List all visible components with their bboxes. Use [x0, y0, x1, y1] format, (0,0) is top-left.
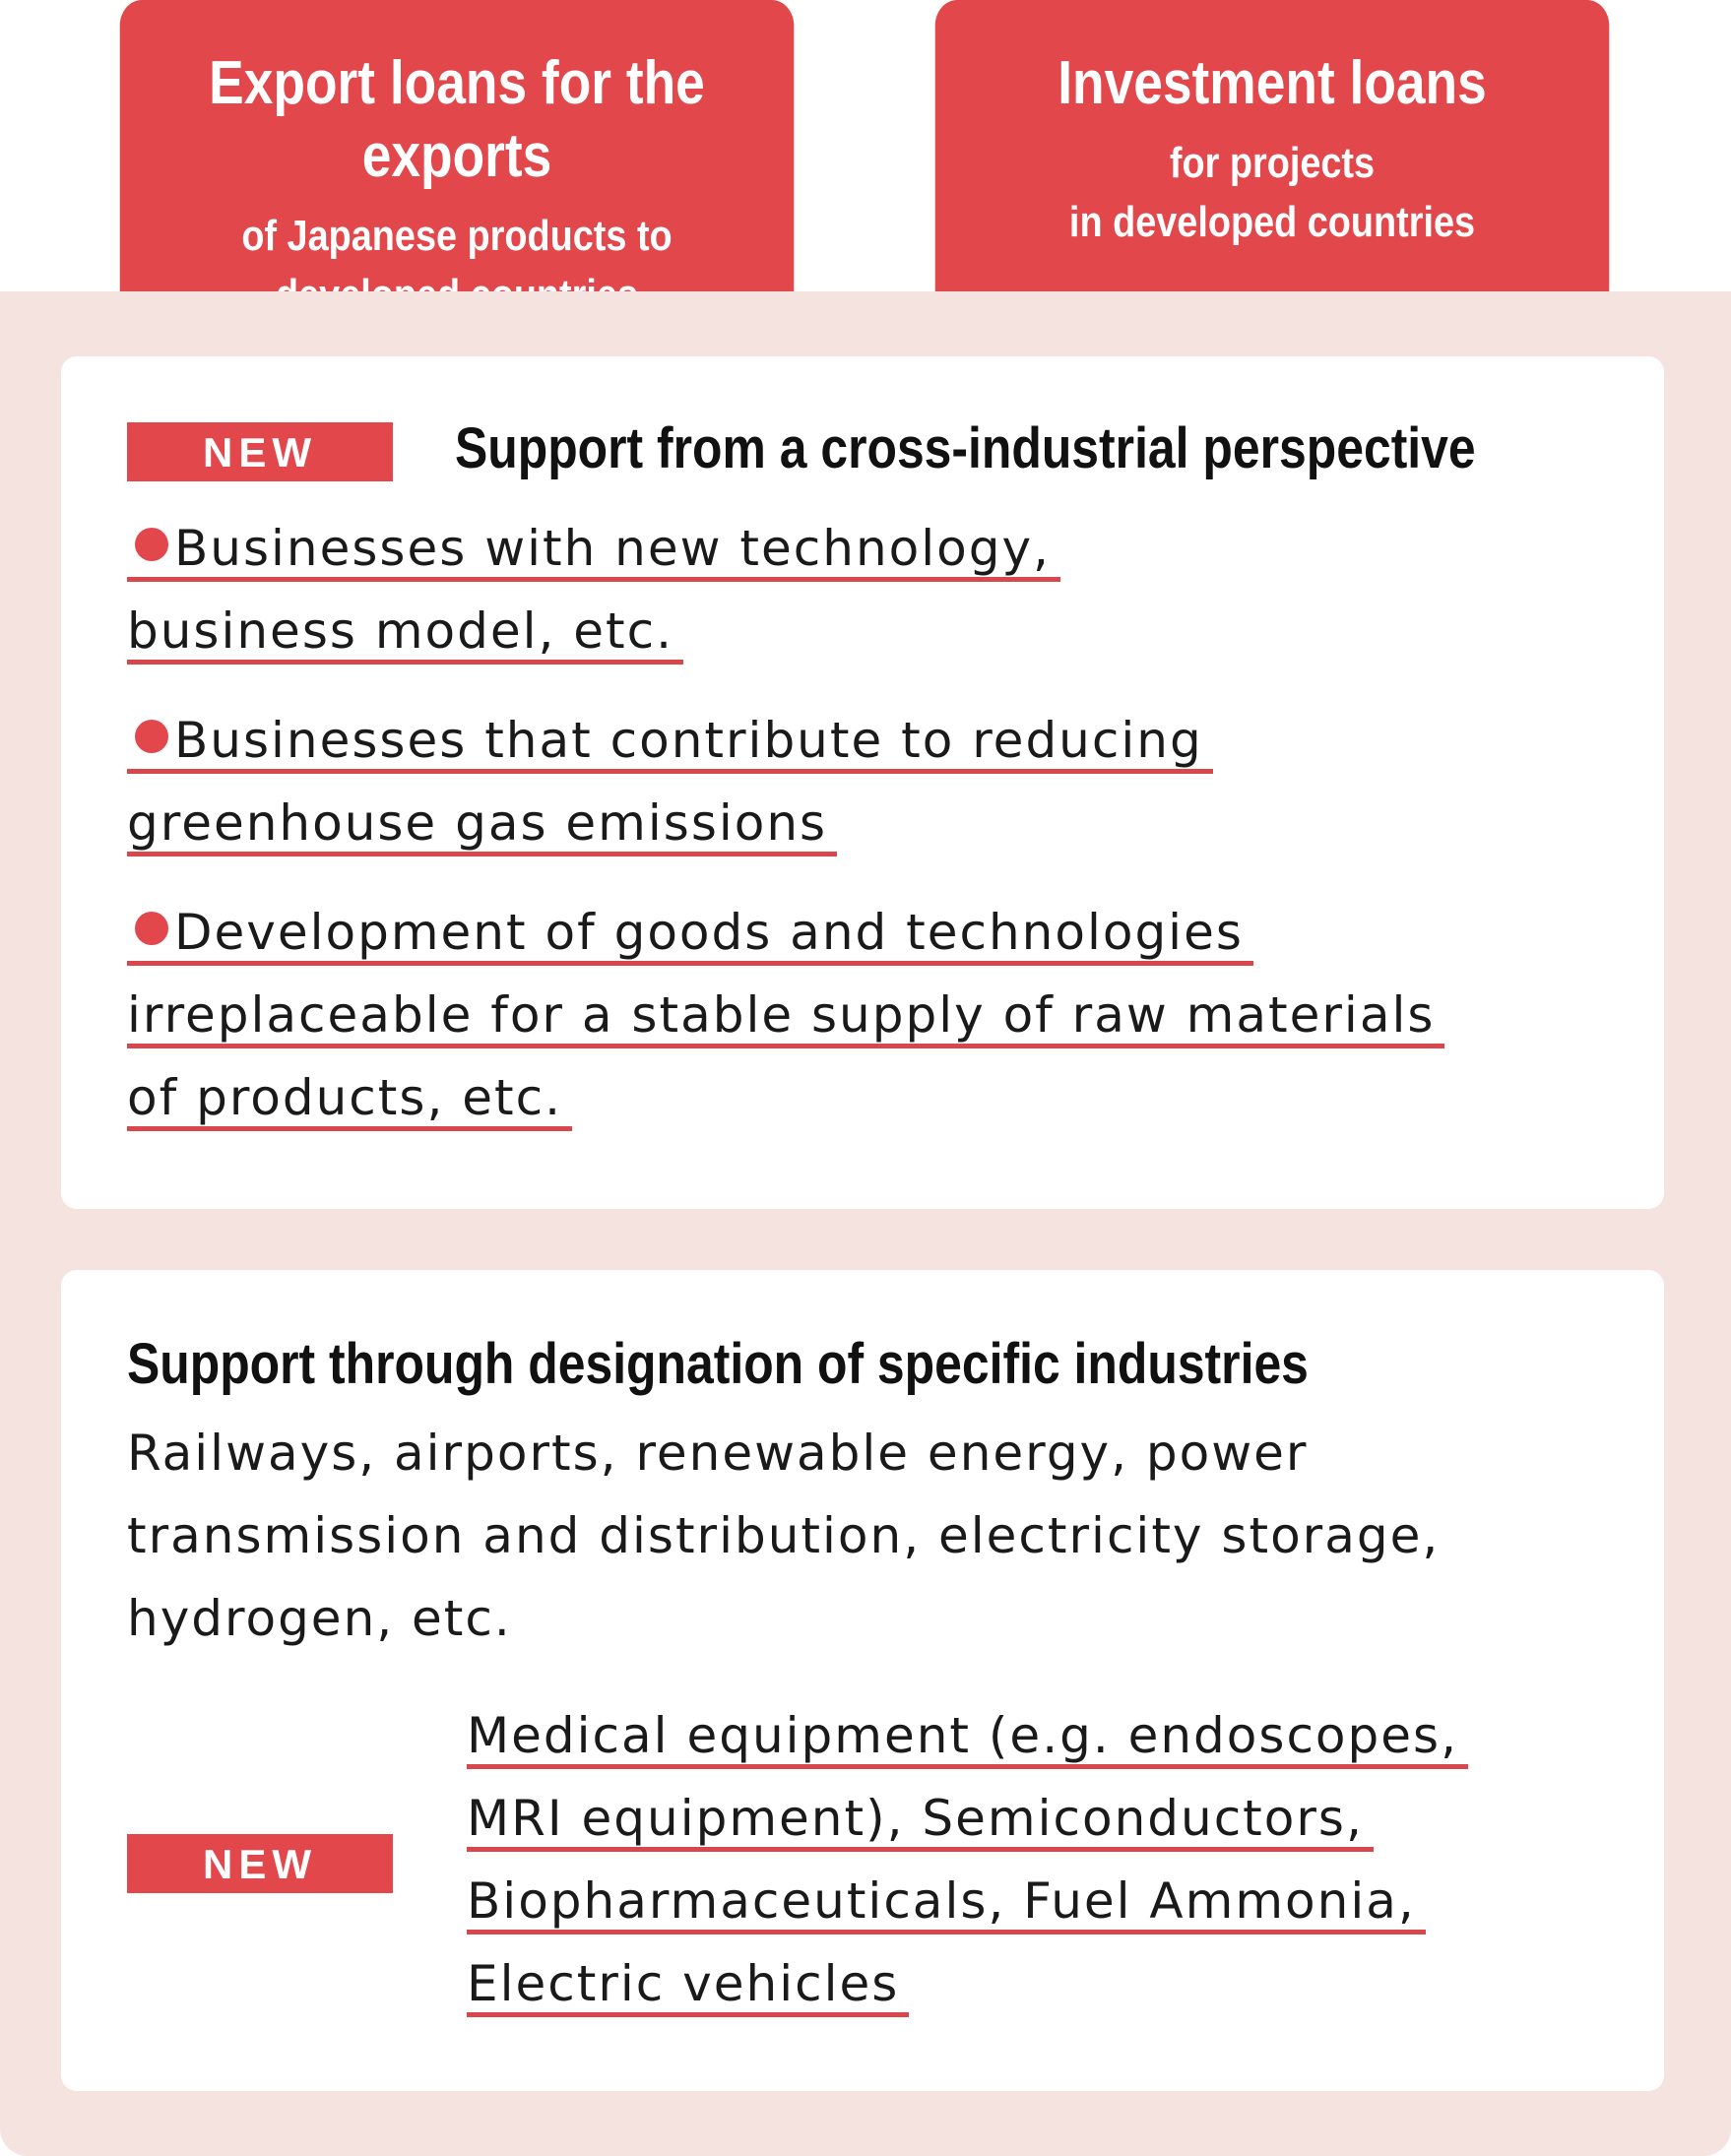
list-item-raw-materials-cont-1: irreplaceable for a stable supply of raw materials: [127, 983, 1444, 1046]
list-item-new-technology: Businesses with new technology,: [127, 517, 1060, 580]
investment-loans-subtitle-1: for projects: [1169, 139, 1376, 187]
investment-loans-subtitle-2: in developed countries: [1068, 198, 1476, 246]
new-badge: NEW: [127, 422, 393, 481]
new-industries-line-4: Electric vehicles: [467, 1952, 909, 2015]
new-industries-line-3: Biopharmaceuticals, Fuel Ammonia,: [467, 1870, 1426, 1933]
list-item-raw-materials: Development of goods and technologies: [127, 901, 1253, 964]
cross-industrial-card: [61, 356, 1664, 1209]
bullet-dot-icon: [135, 912, 168, 945]
export-loans-title: Export loans for the exports: [209, 49, 705, 190]
bullet-dot-icon: [135, 720, 168, 753]
new-badge: NEW: [127, 1834, 393, 1893]
bullet-dot-icon: [135, 528, 168, 561]
list-item-greenhouse-gas: Businesses that contribute to reducing: [127, 709, 1213, 772]
list-item-raw-materials-cont-2: of products, etc.: [127, 1066, 572, 1129]
specific-industries-card: [61, 1270, 1664, 2091]
new-industries-line-2: MRI equipment), Semiconductors,: [467, 1787, 1374, 1850]
export-loans-subtitle-1: of Japanese products to: [241, 212, 673, 260]
investment-loans-tab: [935, 0, 1610, 291]
list-item-greenhouse-gas-cont: greenhouse gas emissions: [127, 792, 837, 855]
new-industries-line-1: Medical equipment (e.g. endoscopes,: [467, 1704, 1468, 1767]
industries-text-2: transmission and distribution, electricity storage,: [127, 1507, 1441, 1564]
cross-industrial-heading: Support from a cross-industrial perspective: [455, 416, 1476, 480]
export-loans-tab: [120, 0, 795, 291]
industries-text-1: Railways, airports, renewable energy, power: [127, 1425, 1309, 1482]
industries-text-3: hydrogen, etc.: [127, 1590, 512, 1647]
specific-industries-heading: Support through designation of specific industries: [127, 1332, 1309, 1396]
investment-loans-title: Investment loans: [1058, 49, 1487, 117]
list-item-new-technology-cont: business model, etc.: [127, 600, 683, 663]
